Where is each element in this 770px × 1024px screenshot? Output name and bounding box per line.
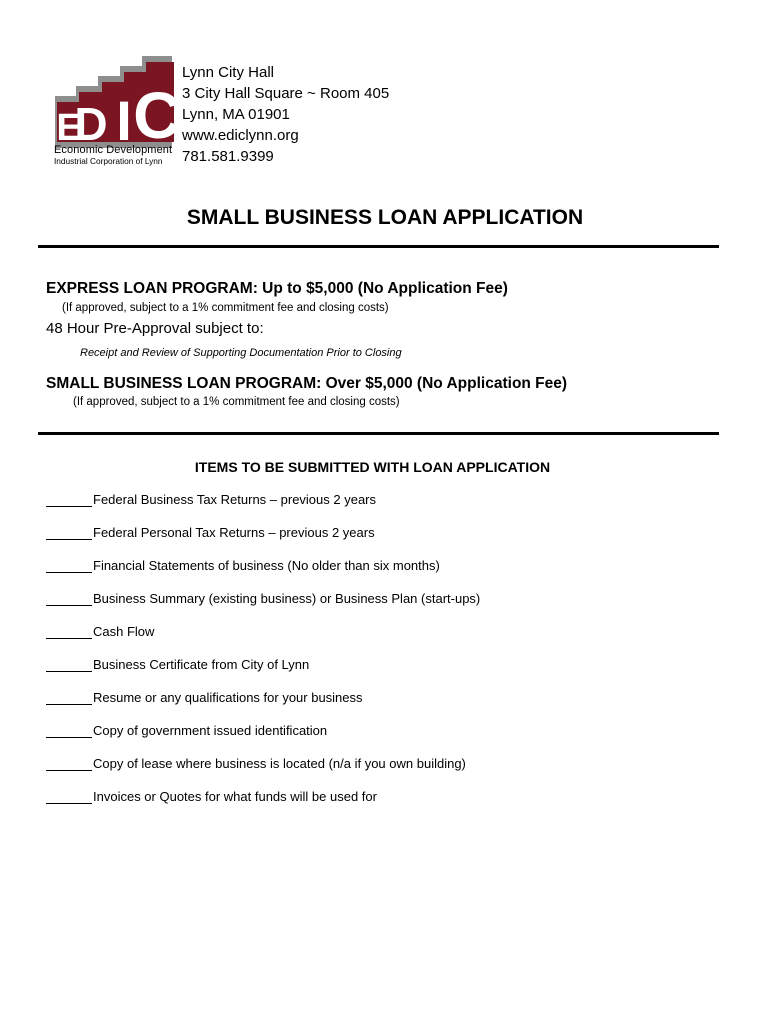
express-program-heading: EXPRESS LOAN PROGRAM: Up to $5,000 (No Application Fee) (46, 280, 508, 297)
preapproval-heading: 48 Hour Pre-Approval subject to: (46, 320, 264, 337)
checkmark-blank[interactable] (46, 624, 92, 639)
logo-caption-line2: Industrial Corporation of Lynn (54, 156, 163, 166)
checkmark-blank[interactable] (46, 657, 92, 672)
checklist-item (46, 492, 746, 525)
checkmark-blank[interactable] (46, 756, 92, 771)
checklist (46, 492, 746, 822)
checklist-item-label: Federal Business Tax Returns – previous 2 years (93, 492, 377, 507)
checklist-item (46, 657, 746, 690)
checklist-item-label: Resume or any qualifications for your business (93, 690, 363, 705)
checkmark-blank[interactable] (46, 690, 92, 705)
checklist-item-label: Copy of government issued identification (93, 723, 328, 738)
checklist-item (46, 756, 746, 789)
checklist-item (46, 690, 746, 723)
small-business-program-heading: SMALL BUSINESS LOAN PROGRAM: Over $5,000 (No Application Fee) (46, 375, 568, 392)
address-line-2: 3 City Hall Square ~ Room 405 (182, 85, 390, 102)
checkmark-blank[interactable] (46, 558, 92, 573)
contact-address-block (182, 62, 389, 167)
preapproval-note: Receipt and Review of Supporting Documentation Prior to Closing (80, 347, 402, 359)
page-title: SMALL BUSINESS LOAN APPLICATION (186, 206, 584, 229)
checkmark-blank[interactable] (46, 492, 92, 507)
address-line-1: Lynn City Hall (182, 64, 274, 81)
logo-caption-line1: Economic Development (54, 144, 173, 156)
checklist-item-label: Business Certificate from City of Lynn (93, 657, 310, 672)
checkmark-blank[interactable] (46, 591, 92, 606)
checklist-item-label: Invoices or Quotes for what funds will be used for (93, 789, 377, 804)
checklist-item (46, 591, 746, 624)
website-text: www.ediclynn.org (182, 127, 299, 144)
edic-logo (52, 56, 181, 170)
items-heading: ITEMS TO BE SUBMITTED WITH LOAN APPLICATION (194, 459, 551, 475)
logo-letters (56, 78, 181, 152)
checklist-item (46, 789, 746, 822)
express-program-note: (If approved, subject to a 1% commitment fee and closing costs) (62, 302, 389, 314)
address-line-3: Lynn, MA 01901 (182, 106, 290, 123)
divider-middle (38, 432, 719, 435)
checklist-item (46, 723, 746, 756)
checkmark-blank[interactable] (46, 525, 92, 540)
small-business-program-note: (If approved, subject to a 1% commitment fee and closing costs) (73, 396, 400, 408)
logo-letter: I (116, 89, 132, 152)
checklist-item-label: Copy of lease where business is located (n/a if you own building) (93, 756, 466, 771)
logo-letter: C (133, 78, 181, 152)
logo-letter: E (56, 107, 82, 149)
checklist-item (46, 558, 746, 591)
checkmark-blank[interactable] (46, 723, 92, 738)
checklist-item (46, 624, 746, 657)
checklist-item-label: Cash Flow (93, 624, 155, 639)
checklist-item-label: Financial Statements of business (No older than six months) (93, 558, 440, 573)
checklist-item-label: Business Summary (existing business) or Business Plan (start-ups) (93, 591, 481, 606)
checklist-item (46, 525, 746, 558)
logo-letter: D (74, 98, 108, 150)
checklist-item-label: Federal Personal Tax Returns – previous 2 years (93, 525, 375, 540)
checkmark-blank[interactable] (46, 789, 92, 804)
edic-logo-graphic (52, 56, 181, 152)
divider-top (38, 245, 719, 248)
phone-number: 781.581.9399 (182, 148, 274, 165)
